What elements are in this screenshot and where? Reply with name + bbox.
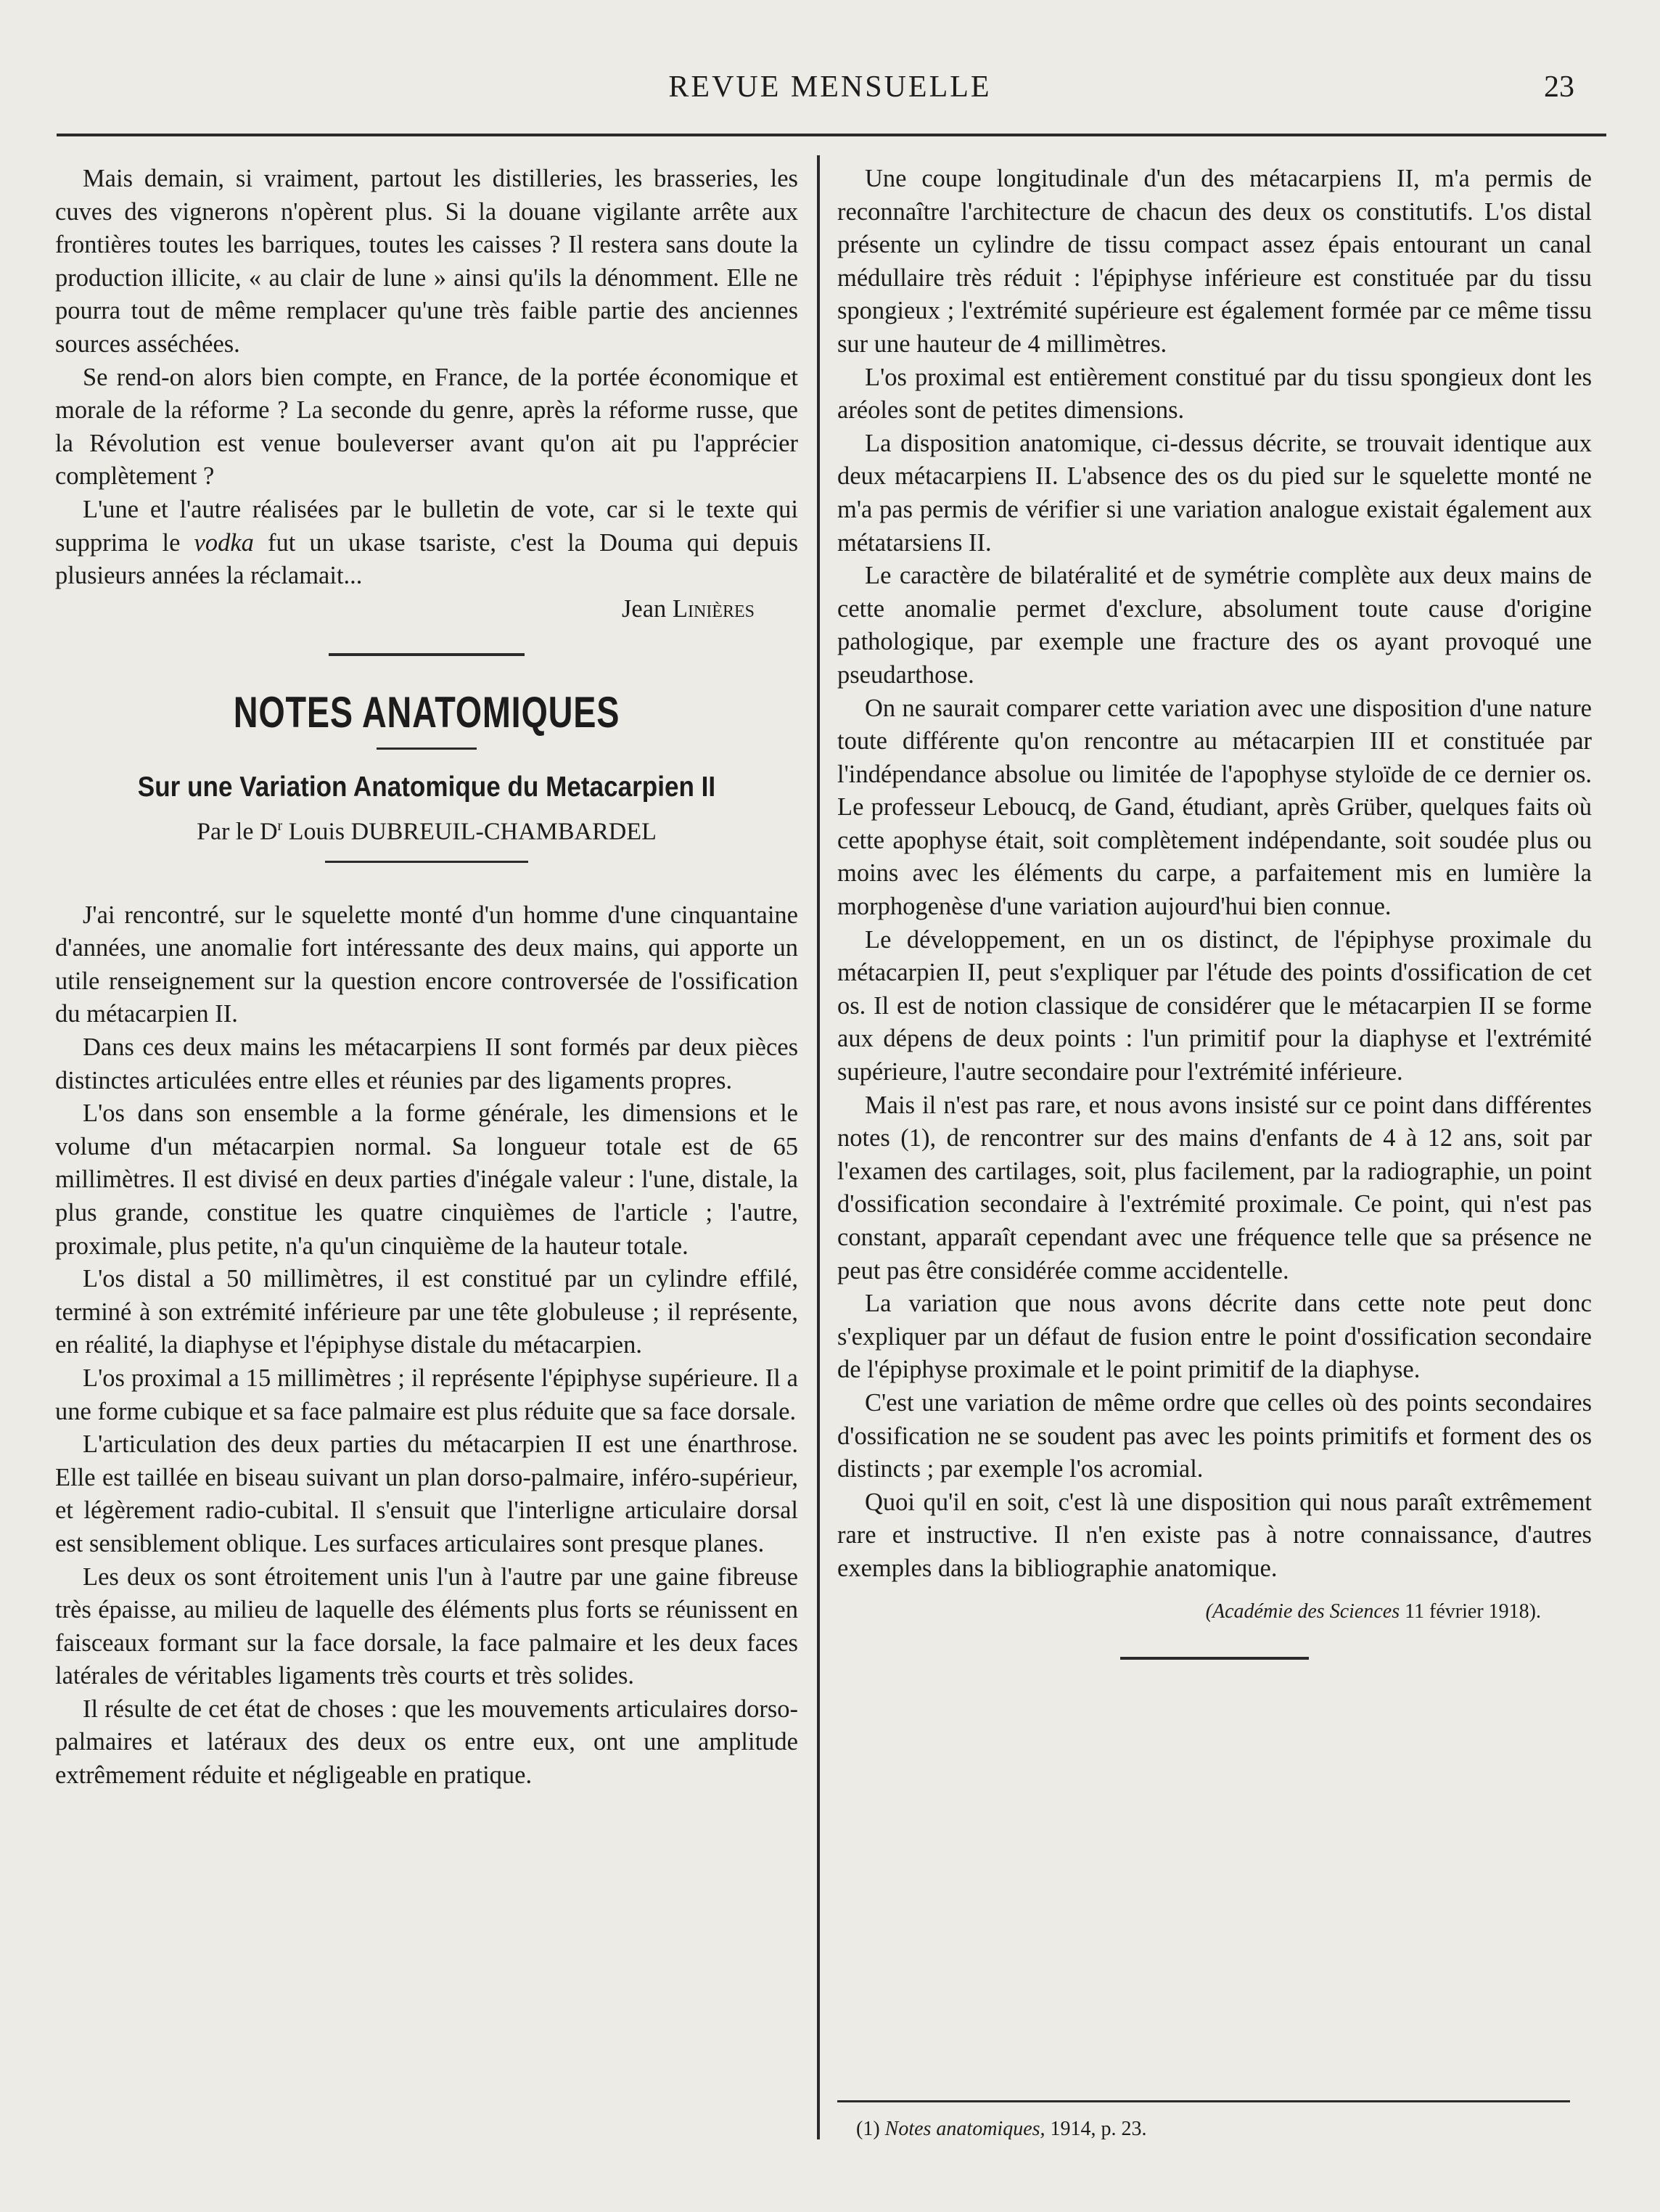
paragraph: L'os proximal est entièrement constitué par du tissu spongieux dont les aréoles sont de petites dimensions. <box>837 363 1592 425</box>
paragraph <box>55 493 798 593</box>
paragraph: Le développement, en un os distinct, de l'épiphyse proximale du métacarpien II, peut s'expliquer par l'étude des points d'ossification de cet os. Il est de notion classique de considérer que le métacarpien II se forme aux dépens de deux points : l'un primitif pour la diaphyse et l'extrémité supérieure, l'autre secondaire pour l'extrémité inférieure. <box>837 925 1592 1086</box>
paragraph: Dans ces deux mains les métacarpiens II sont formés par deux pièces distinctes articulées entre elles et réunies par des ligaments propres. <box>55 1033 798 1094</box>
paragraph: J'ai rencontré, sur le squelette monté d'un homme d'une cinquantaine d'années, une anomalie fort intéressante des deux mains, qui apporte un utile renseignement sur la question encore controversée de l'ossification du métacarpien II. <box>55 901 798 1028</box>
footnote-marker: (1) <box>856 2118 880 2140</box>
left-column <box>55 163 798 1793</box>
byline <box>55 808 798 850</box>
end-rule <box>1120 1657 1309 1660</box>
paragraph: L'os distal a 50 millimètres, il est constitué par un cylindre effilé, terminé à son extrémité inférieure par une tête globuleuse ; il représente, en réalité, la diaphyse et l'épiphyse distale du métacarpien. <box>55 1265 798 1359</box>
page-number: 23 <box>1544 70 1574 104</box>
header-rule <box>57 134 1606 136</box>
section-title: NOTES ANATOMIQUES <box>233 688 620 737</box>
byline-prefix: Par le D <box>197 818 278 845</box>
running-title: REVUE MENSUELLE <box>668 70 992 104</box>
paragraph: Mais demain, si vraiment, partout les distilleries, les brasseries, les cuves des vignerons n'opèrent plus. Si la douane vigilante arrête aux frontières toutes les barriques, toutes les caisses ? Il restera sans doute la production illicite, « au clair de lune » ainsi qu'ils la dénomment. Elle ne pourra tout de même remplacer qu'une très faible partie des anciennes sources asséchées. <box>55 165 798 358</box>
article-title: Sur une Variation Anatomique du Metacarpien II <box>137 771 716 803</box>
paragraph: L'os proximal a 15 millimètres ; il représente l'épiphyse supérieure. Il a une forme cubique et sa face palmaire est plus réduite que sa face dorsale. <box>55 1364 798 1425</box>
column-divider <box>817 155 820 2139</box>
paragraph: C'est une variation de même ordre que celles où des points secondaires d'ossification ne se soudent pas avec les points primitifs et forment des os distincts ; par exemple l'os acromial. <box>837 1388 1592 1483</box>
paragraph: L'os dans son ensemble a la forme générale, les dimensions et le volume d'un métacarpien normal. Sa longueur totale est de 65 millimètres. Il est divisé en deux parties d'inégale valeur : l'une, distale, la plus grande, constitue les quatre cinquièmes de l'article ; l'autre, proximale, plus petite, n'a qu'un cinquième de la hauteur totale. <box>55 1099 798 1260</box>
byline-sup: r <box>277 818 283 835</box>
signature-first: Jean <box>621 594 667 623</box>
right-column <box>837 163 1592 1660</box>
text-run: L'une et l'autre réalisées par le bulletin de vote, car si le texte qui supprima le <box>55 495 798 557</box>
paragraph: Quoi qu'il en soit, c'est là une disposition qui nous paraît extrêmement rare et instructive. Il n'en existe pas à notre connaissance, d'autres exemples dans la bibliographie anatomique. <box>837 1488 1592 1582</box>
footnote-ref: 1914, p. 23. <box>1045 2118 1147 2140</box>
paragraph: Mais il n'est pas rare, et nous avons insisté sur ce point dans différentes notes (1), de rencontrer sur des mains d'enfants de 4 à 12 ans, soit par l'examen des cartilages, soit, plus facilement, par la radiographie, un point d'ossification secondaire à l'extrémité proximale. Ce point, qui n'est pas constant, apparaît cependant avec une fréquence telle que sa présence ne peut pas être considérée comme accidentelle. <box>837 1091 1592 1285</box>
footnote-rule <box>837 2100 1570 2102</box>
byline-author: Louis DUBREUIL-CHAMBARDEL <box>282 818 657 845</box>
citation <box>837 1596 1592 1628</box>
paragraph: On ne saurait comparer cette variation avec une disposition d'une nature toute différente qu'on rencontre au métacarpien III et constituée par l'indépendance absolue ou limitée de l'apophyse styloïde de ce dernier os. Le professeur Leboucq, de Gand, étudiant, après Grüber, quelques faits où cette apophyse était, soit complètement indépendante, soit soudée plus ou moins avec les éléments du carpe, a parfaitement mis en lumière la morphogenèse d'une variation aujourd'hui bien connue. <box>837 694 1592 921</box>
italic-term: vodka <box>194 528 254 557</box>
paragraph: Se rend-on alors bien compte, en France, de la portée économique et morale de la réforme ? La seconde du genre, après la réforme russe, que la Révolution est venue bouleverser avant qu'on ait pu l'apprécier complètement ? <box>55 363 798 491</box>
paragraph: La variation que nous avons décrite dans cette note peut donc s'expliquer par un défaut de fusion entre le point d'ossification secondaire de l'épiphyse proximale et le point primitif de la diaphyse. <box>837 1290 1592 1384</box>
footnote-source: Notes anatomiques, <box>884 2118 1045 2140</box>
citation-source: (Académie des Sciences <box>1205 1599 1400 1623</box>
paragraph: Une coupe longitudinale d'un des métacarpiens II, m'a permis de reconnaître l'architecture de chacun des deux os constitutifs. L'os distal présente un cylindre de tissu compact assez épais entourant un canal médullaire très réduit : l'épiphyse inférieure est constituée par du tissu spongieux ; l'extrémité supérieure est également formée par ce même tissu sur une hauteur de 4 millimètres. <box>837 165 1592 358</box>
paragraph: Les deux os sont étroitement unis l'un à l'autre par une gaine fibreuse très épaisse, au milieu de laquelle des éléments plus forts se réunissent en faisceaux formant sur la face dorsale, la face palmaire et les deux faces latérales de véritables ligaments très courts et très solides. <box>55 1562 798 1690</box>
citation-date: 11 février 1918). <box>1400 1599 1541 1623</box>
paragraph: Le caractère de bilatéralité et de symétrie complète aux deux mains de cette anomalie permet d'exclure, absolument toute cause d'origine pathologique, par exemple une fracture des os ayant provoqué une pseudarthose. <box>837 562 1592 689</box>
text-run: fut un ukase tsariste, c'est la Douma qui depuis plusieurs années la réclamait... <box>55 528 798 590</box>
paragraph: La disposition anatomique, ci-dessus décrite, se trouvait identique aux deux métacarpiens II. L'absence des os du pied sur le squelette monté ne m'a pas permis de vérifier si une variation analogue existait également aux métatarsiens II. <box>837 429 1592 557</box>
paragraph: Il résulte de cet état de choses : que les mouvements articulaires dorso-palmaires et latéraux des deux os entre eux, ont une amplitude extrêmement réduite et négligeable en pratique. <box>55 1695 798 1790</box>
paragraph: L'articulation des deux parties du métacarpien II est une énarthrose. Elle est taillée en biseau suivant un plan dorso-palmaire, inféro-supérieur, et légèrement radio-cubital. Il s'ensuit que l'interligne articulaire dorsal est sensiblement oblique. Les surfaces articulaires sont presque planes. <box>55 1430 798 1557</box>
author-signature <box>55 593 798 626</box>
footnote <box>856 2115 1147 2144</box>
signature-last: Linières <box>672 594 755 623</box>
running-head <box>0 70 1660 113</box>
